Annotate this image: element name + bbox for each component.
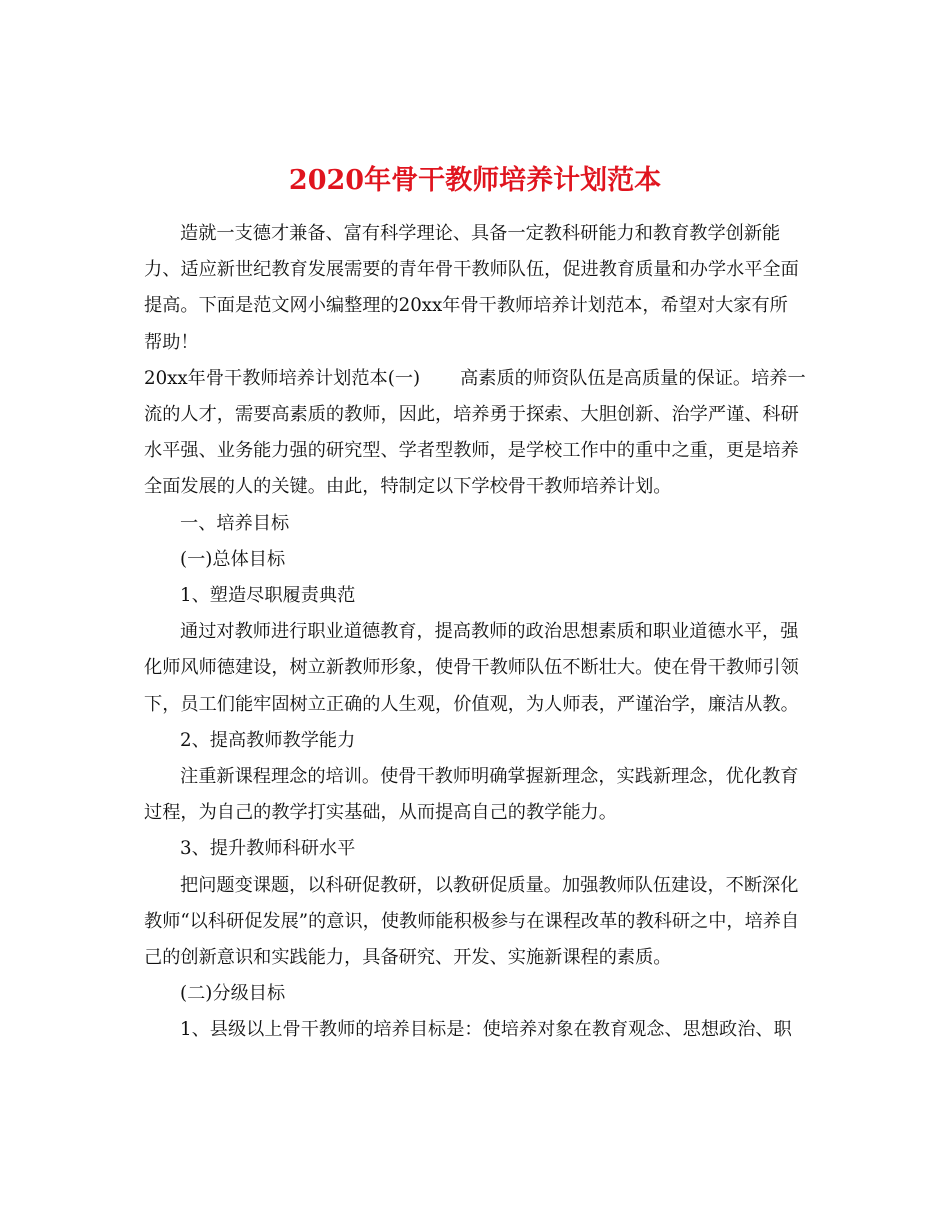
level-item-1: 1、县级以上骨干教师的培养目标是：使培养对象在教育观念、思想政治、职 [180,1019,792,1041]
item-body-2: 注重新课程理念的培训。使骨干教师明确掌握新理念，实践新理念，优化教育过程，为自己的教学打实基础，从而提高自己的教学能力。 [144,766,799,824]
item-body-1: 通过对教师进行职业道德教育，提高教师的政治思想素质和职业道德水平，强化师风师德建设，树立新教师形象，使骨干教师队伍不断壮大。使在骨干教师引领下，员工们能牢固树立正确的人生观，价值观，为人师表，严谨治学，廉洁从教。 [144,621,799,715]
sample-paragraph [144,361,806,506]
item-heading-1: 1、塑造尽职履责典范 [180,585,356,607]
subsection-heading-levels: (二)分级目标 [180,983,286,1005]
item-heading-3: 3、提升教师科研水平 [180,838,356,860]
item-heading-2: 2、提高教师教学能力 [180,729,356,751]
item-body-3: 把问题变课题，以科研促教研，以教研促质量。加强教师队伍建设，不断深化教师“以科研促发展”的意识，使教师能积极参与在课程改革的教科研之中，培养自己的创新意识和实践能力，具备研究、开发、实施新课程的素质。 [144,874,800,969]
section-heading-targets: 一、培养目标 [180,512,290,534]
document-body [144,216,806,1049]
intro-paragraph: 造就一支德才兼备、富有科学理论、具备一定教科研能力和教育教学创新能力、适应新世纪教育发展需要的青年骨干教师队伍，促进教育质量和办学水平全面提高。下面是范文网小编整理的20xx年骨干教师培养计划范本，希望对大家有所帮助！ [144,223,799,353]
subsection-heading-overall: (一)总体目标 [180,548,286,570]
sample-body: 高素质的师资队伍是高质量的保证。培养一流的人才，需要高素质的教师，因此，培养勇于探索、大胆创新、治学严谨、科研水平强、业务能力强的研究型、学者型教师，是学校工作中的重中之重，更是培养全面发展的人的关键。由此，特制定以下学校骨干教师培养计划。 [144,367,806,498]
document-title: 2020年骨干教师培养计划范本 [288,165,662,197]
sample-heading: 20xx年骨干教师培养计划范本(一) [144,367,421,389]
